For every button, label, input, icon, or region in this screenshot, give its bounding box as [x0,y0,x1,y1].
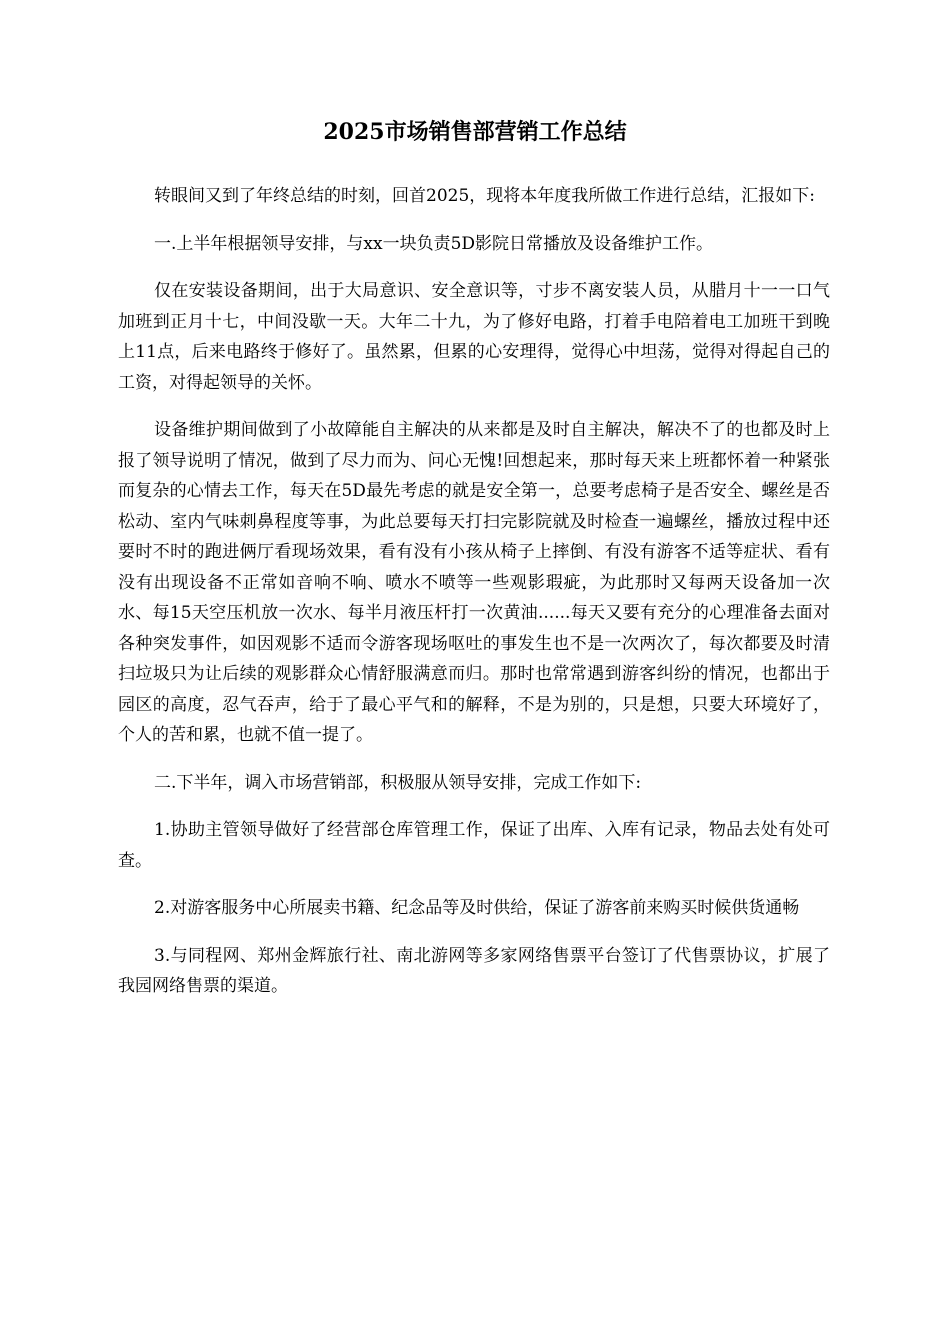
paragraph-item-1: 1.协助主管领导做好了经营部仓库管理工作，保证了出库、入库有记录，物品去处有处可查。 [118,820,830,871]
paragraph-item-3: 3.与同程网、郑州金辉旅行社、南北游网等多家网络售票平台签订了代售票协议，扩展了我园网络售票的渠道。 [118,945,830,996]
document-body [118,181,830,1019]
paragraph-intro: 转眼间又到了年终总结的时刻，回首2025，现将本年度我所做工作进行总结，汇报如下: [154,186,815,206]
document-title: 2025市场销售部营销工作总结 [323,119,627,145]
paragraph-section-one-heading: 一.上半年根据领导安排，与xx一块负责5D影院日常播放及设备维护工作。 [154,233,714,254]
paragraph-section-two-heading: 二.下半年，调入市场营销部，积极服从领导安排，完成工作如下: [154,772,642,793]
paragraph-installation: 仅在安装设备期间，出于大局意识、安全意识等，寸步不离安装人员，从腊月十一一口气加班到正月十七，中间没歇一天。大年二十九，为了修好电路，打着手电陪着电工加班干到晚上11点，后来电路终于修好了。虽然累，但累的心安理得，觉得心中坦荡，觉得对得起自己的工资，对得起领导的关怀。 [118,281,830,393]
paragraph-item-2: 2.对游客服务中心所展卖书籍、纪念品等及时供给，保证了游客前来购买时候供货通畅 [154,898,800,918]
paragraph-maintenance: 设备维护期间做到了小故障能自主解决的从来都是及时自主解决，解决不了的也都及时上报了领导说明了情况，做到了尽力而为、问心无愧!回想起来，那时每天来上班都怀着一种紧张而复杂的心情去工作，每天在5D最先考虑的就是安全第一，总要考虑椅子是否安全、螺丝是否松动、室内气味刺鼻程度等事，为此总要每天打扫完影院就及时检查一遍螺丝，播放过程中还要时不时的跑进俩厅看现场效果，看有没有小孩从椅子上摔倒、有没有游客不适等症状、看有没有出现设备不正常如音响不响、喷水不喷等一些观影瑕疵，为此那时又每两天设备加一次水、每15天空压机放一次水、每半月液压杆打一次黄油......每天又要有充分的心理准备去面对各种突发事件，如因观影不适而令游客现场呕吐的事发生也不是一次两次了，每次都要及时清扫垃圾只为让后续的观影群众心情舒服满意而归。那时也常常遇到游客纠纷的情况，也都出于园区的高度，忍气吞声，给于了最心平气和的解释，不是为别的，只是想，只要大环境好了，个人的苦和累，也就不值一提了。 [118,420,830,745]
